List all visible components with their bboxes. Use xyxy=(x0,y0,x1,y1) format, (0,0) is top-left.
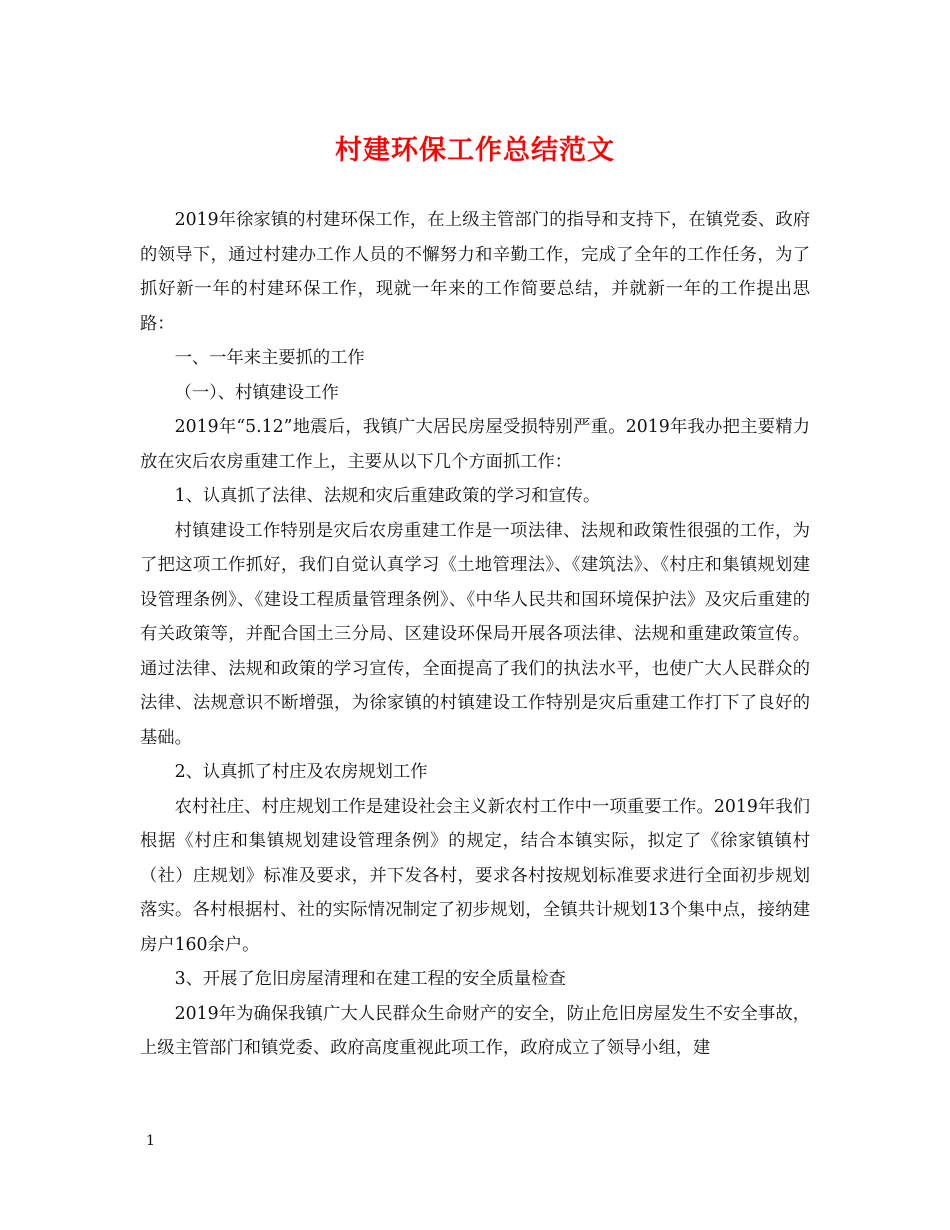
paragraph: 村镇建设工作特别是灾后农房重建工作是一项法律、法规和政策性很强的工作，为了把这项工作抓好，我们自觉认真学习《土地管理法》、《建筑法》、《村庄和集镇规划建设管理条例》、《建设工程质量管理条例》、《中华人民共和国环境保护法》及灾后重建的有关政策等，并配合国土三分局、区建设环保局开展各项法律、法规和重建政策宣传。通过法律、法规和政策的学习宣传，全面提高了我们的执法水平，也使广大人民群众的法律、法规意识不断增强，为徐家镇的村镇建设工作特别是灾后重建工作打下了良好的基础。 xyxy=(140,520,810,748)
paragraph: 2019年徐家镇的村建环保工作，在上级主管部门的指导和支持下，在镇党委、政府的领导下，通过村建办工作人员的不懈努力和辛勤工作，完成了全年的工作任务，为了抓好新一年的村建环保工作，现就一年来的工作简要总结，并就新一年的工作提出思路： xyxy=(140,210,810,334)
item-heading: 3、开展了危旧房屋清理和在建工程的安全质量检查 xyxy=(174,969,566,989)
paragraph: 农村社庄、村庄规划工作是建设社会主义新农村工作中一项重要工作。2019年我们根据《村庄和集镇规划建设管理条例》的规定，结合本镇实际，拟定了《徐家镇镇村（社）庄规划》标准及要求，并下发各村，要求各村按规划标准要求进行全面初步规划落实。各村根据村、社的实际情况制定了初步规划，全镇共计规划13个集中点，接纳建房户160余户。 xyxy=(140,796,810,955)
subsection-heading: （一）、村镇建设工作 xyxy=(174,382,339,403)
paragraph: 2019年为确保我镇广大人民群众生命财产的安全，防止危旧房屋发生不安全事故，上级主管部门和镇党委、政府高度重视此项工作，政府成立了领导小组，建 xyxy=(140,1003,810,1058)
paragraph: 2019年“5.12”地震后，我镇广大居民房屋受损特别严重。2019年我办把主要精力放在灾后农房重建工作上，主要从以下几个方面抓工作： xyxy=(140,417,810,472)
document-body xyxy=(140,203,810,1066)
page-number: 1 xyxy=(146,1133,155,1149)
item-heading: 1、认真抓了法律、法规和灾后重建政策的学习和宣传。 xyxy=(174,486,601,506)
section-heading: 一、一年来主要抓的工作 xyxy=(174,348,365,368)
item-heading: 2、认真抓了村庄及农房规划工作 xyxy=(174,762,428,782)
document-title: 村建环保工作总结范文 xyxy=(335,135,615,166)
